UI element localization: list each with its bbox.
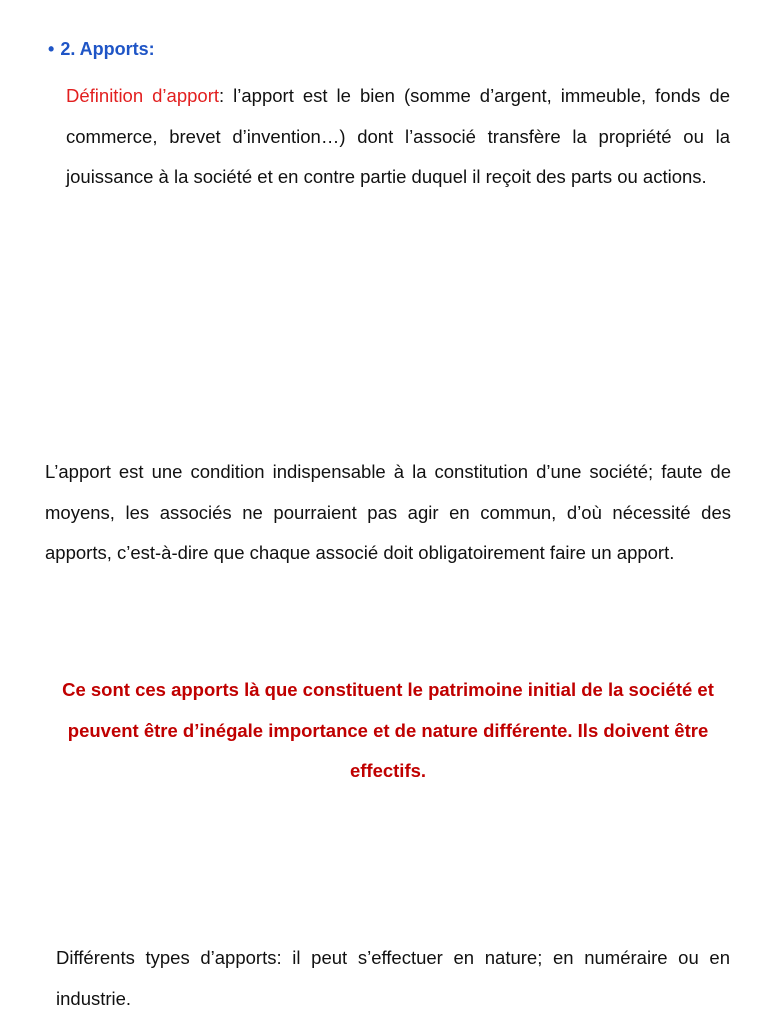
definition-text: l’apport est le bien (somme d’argent, immeuble, fonds de commerce, brevet d’invention…) dont l’associé transfère la propriété ou la jouissance à la société et en contre partie duquel il reçoit des parts ou actions. — [66, 85, 730, 187]
definition-separator: : — [219, 85, 225, 106]
emphasis-paragraph: Ce sont ces apports là que constituent le patrimoine initial de la société et peuvent être d’inégale importance et de nature différente. Ils doivent être effectifs. — [62, 679, 714, 781]
condition-paragraph: L’apport est une condition indispensable à la constitution d’une société; faute de moyens, les associés ne pourraient pas agir en commun, d’où nécessité des apports, c’est-à-dire que chaque associé doit obligatoirement faire un apport. — [45, 461, 731, 563]
definition-paragraph — [66, 76, 730, 198]
definition-term: Définition d’apport — [66, 85, 219, 106]
types-paragraph: Différents types d’apports: il peut s’effectuer en nature; en numéraire ou en industrie. — [56, 947, 730, 1009]
section-title: 2. Apports: — [60, 39, 155, 59]
bullet-icon: • — [48, 39, 55, 59]
section-heading — [48, 36, 155, 62]
